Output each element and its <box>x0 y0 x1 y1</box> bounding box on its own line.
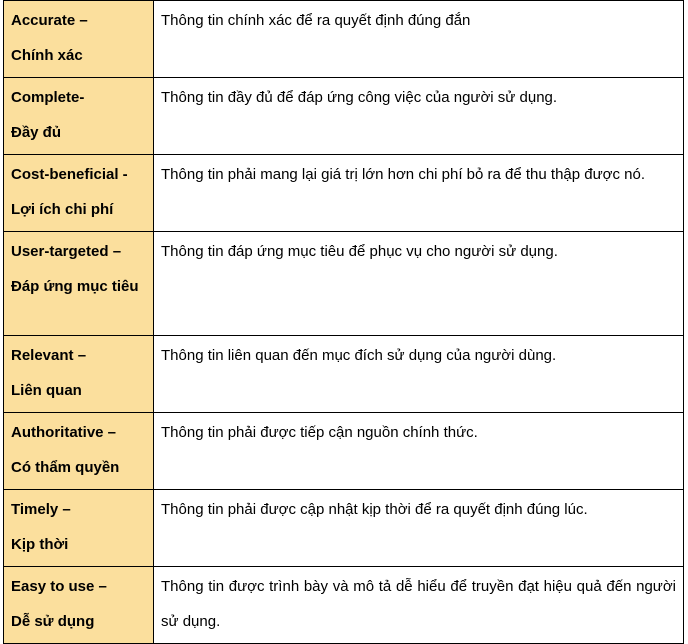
information-quality-table <box>3 0 684 644</box>
term-vietnamese: Kịp thời <box>11 535 69 553</box>
table-row <box>4 1 684 78</box>
term-cell <box>4 232 154 336</box>
term-cell <box>4 78 154 155</box>
table-row <box>4 567 684 644</box>
table-row <box>4 336 684 413</box>
table-row <box>4 155 684 232</box>
description-cell: Thông tin chính xác để ra quyết định đúng đắn <box>154 1 684 78</box>
term-cell <box>4 490 154 567</box>
term-vietnamese: Chính xác <box>11 46 83 64</box>
term-cell <box>4 1 154 78</box>
term-cell <box>4 567 154 644</box>
table-row <box>4 490 684 567</box>
table-row <box>4 78 684 155</box>
term-cell <box>4 155 154 232</box>
term-vietnamese: Đầy đủ <box>11 123 62 141</box>
table-row <box>4 413 684 490</box>
description-cell: Thông tin phải được tiếp cận nguồn chính thức. <box>154 413 684 490</box>
term-vietnamese: Dễ sử dụng <box>11 612 95 630</box>
term-english: Cost-beneficial - <box>11 166 128 183</box>
description-cell: Thông tin liên quan đến mục đích sử dụng của người dùng. <box>154 336 684 413</box>
term-vietnamese: Có thẩm quyền <box>11 458 120 476</box>
term-english: Relevant – <box>11 347 87 364</box>
description-cell: Thông tin đầy đủ để đáp ứng công việc của người sử dụng. <box>154 78 684 155</box>
description-cell: Thông tin phải mang lại giá trị lớn hơn chi phí bỏ ra để thu thập được nó. <box>154 155 684 232</box>
term-cell <box>4 336 154 413</box>
term-cell <box>4 413 154 490</box>
description-cell: Thông tin đáp ứng mục tiêu để phục vụ cho người sử dụng. <box>154 232 684 336</box>
term-english: Easy to use – <box>11 578 107 595</box>
term-english: Complete- <box>11 89 85 106</box>
term-vietnamese: Đáp ứng mục tiêu <box>11 277 139 295</box>
table-row <box>4 232 684 336</box>
term-english: User-targeted – <box>11 243 122 260</box>
term-english: Timely – <box>11 501 71 518</box>
term-english: Accurate – <box>11 12 88 29</box>
description-cell: Thông tin được trình bày và mô tả dễ hiểu để truyền đạt hiệu quả đến người sử dụng. <box>154 567 684 644</box>
description-cell: Thông tin phải được cập nhật kịp thời để ra quyết định đúng lúc. <box>154 490 684 567</box>
term-english: Authoritative – <box>11 424 117 441</box>
term-vietnamese: Liên quan <box>11 381 82 399</box>
term-vietnamese: Lợi ích chi phí <box>11 200 114 218</box>
